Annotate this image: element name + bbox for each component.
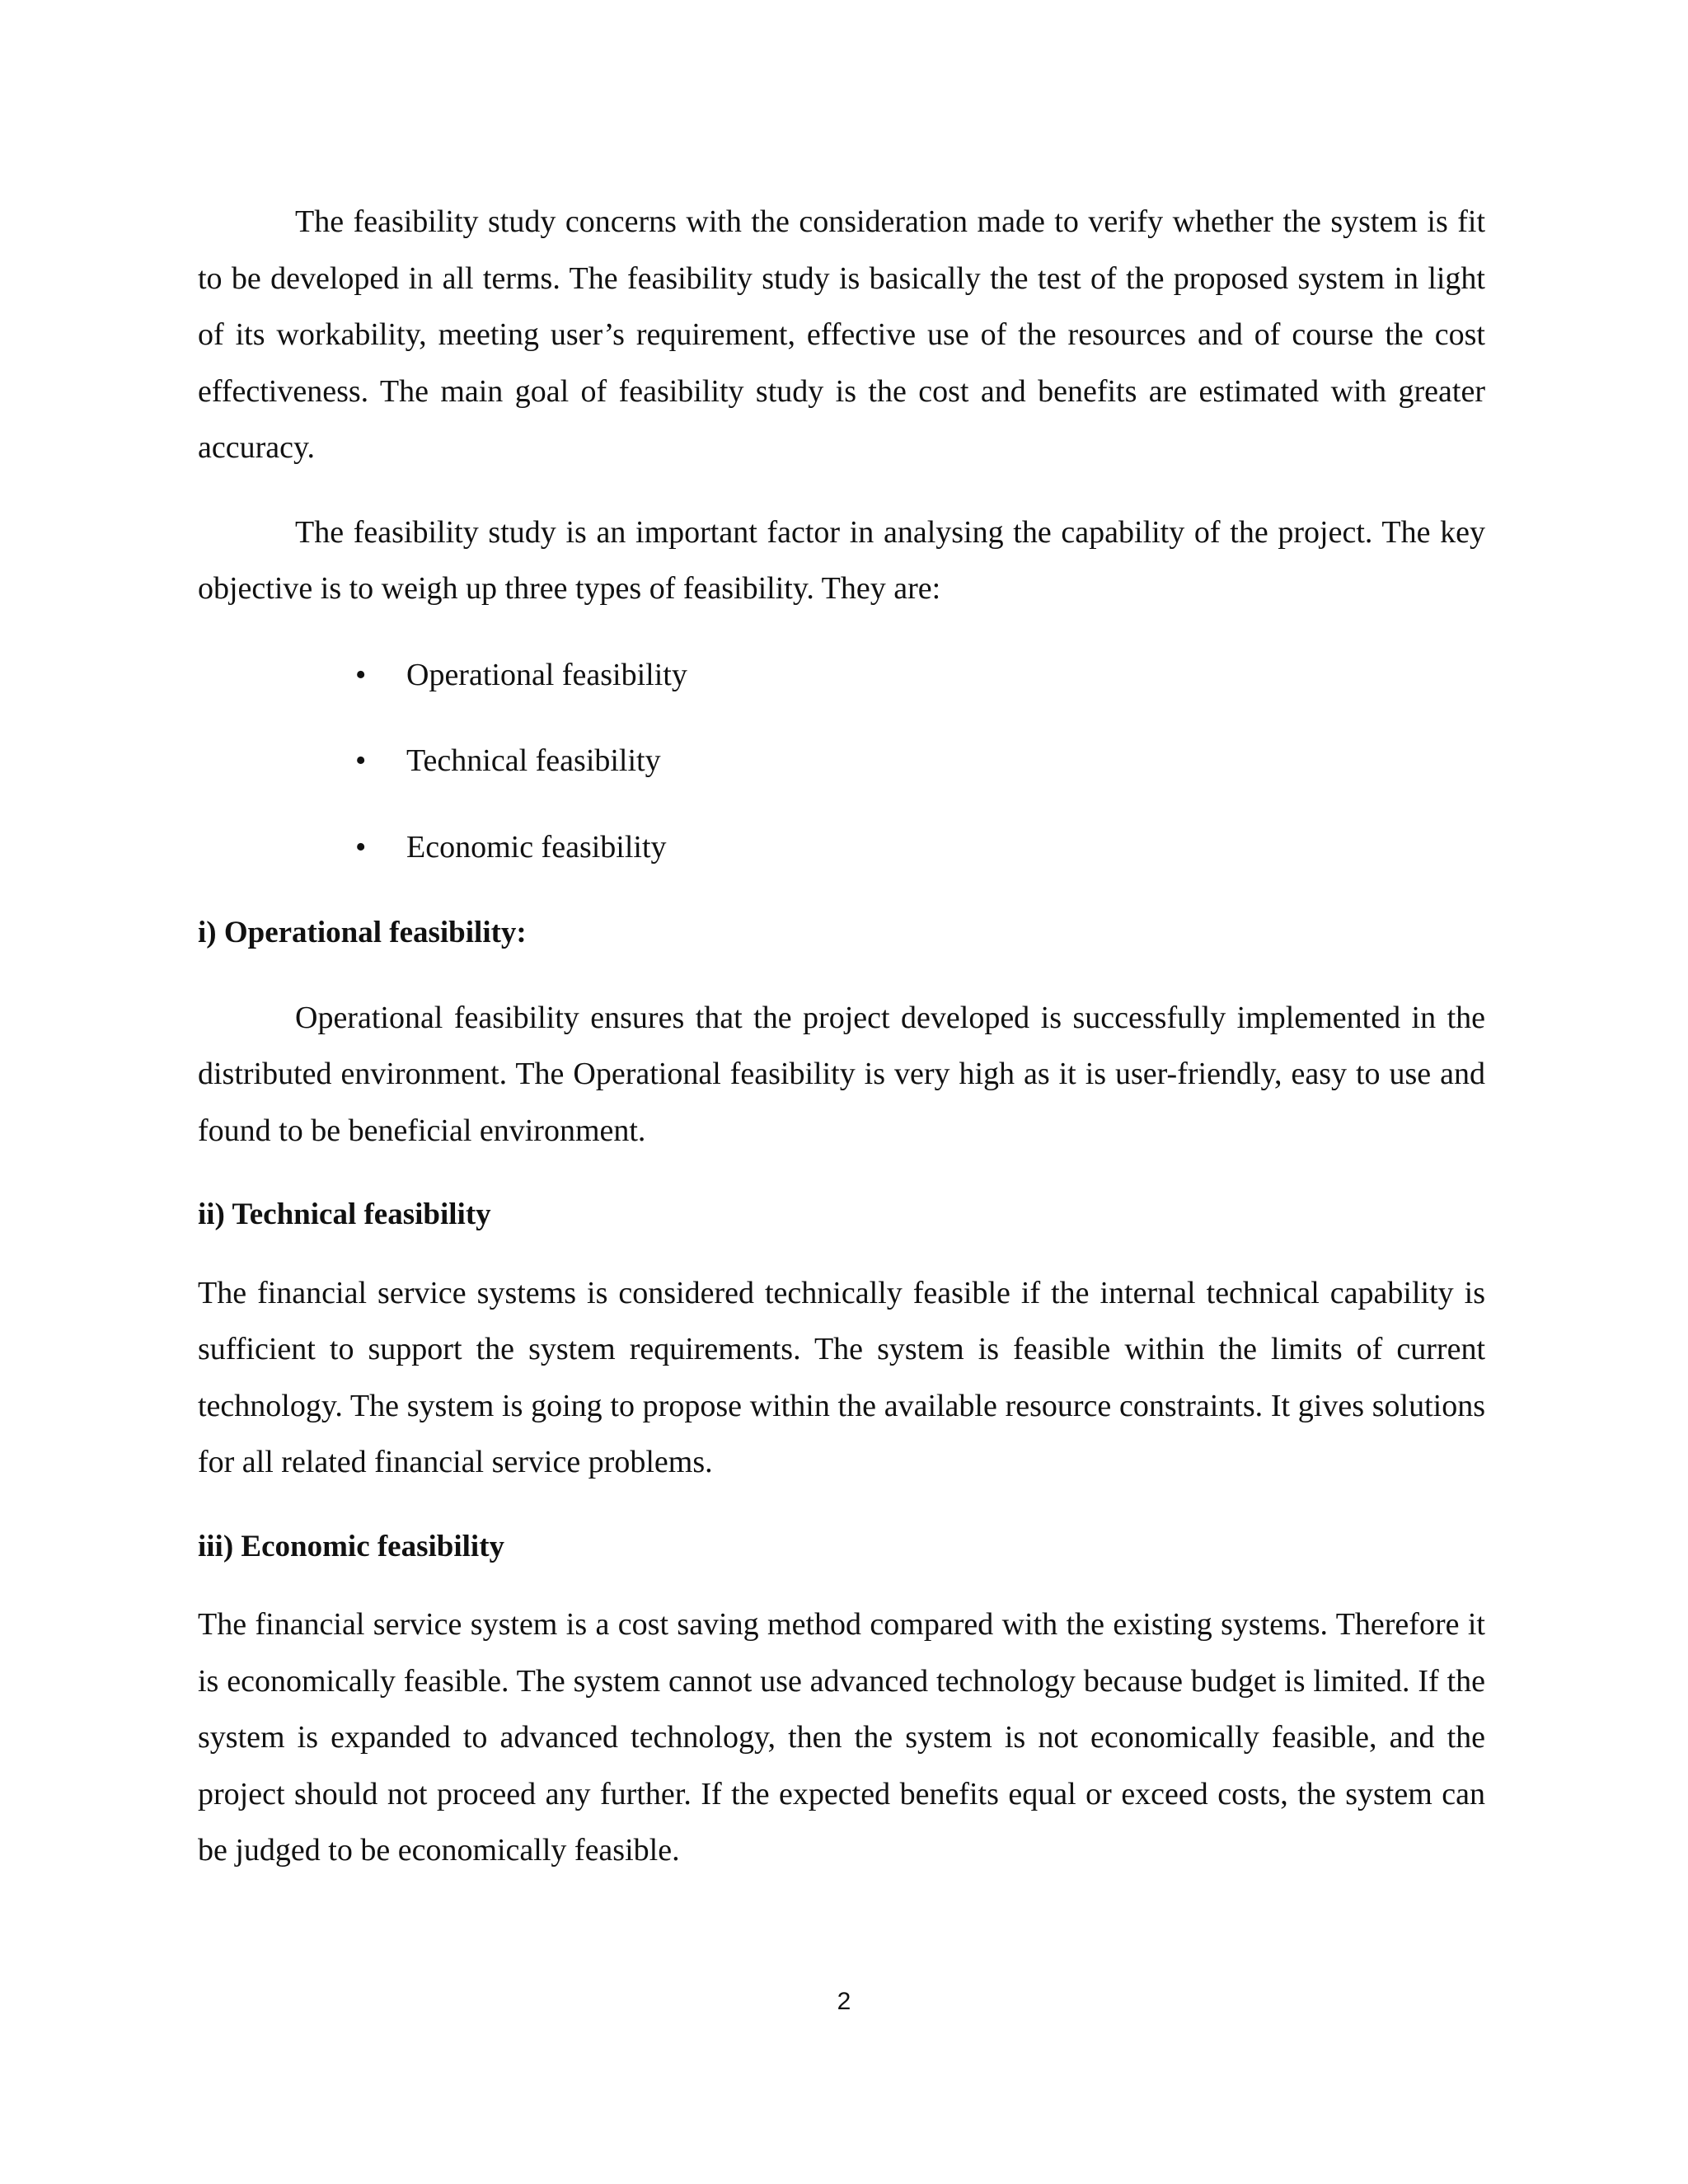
section-body-operational: Operational feasibility ensures that the project developed is successfully implemented in the distributed environment. The Operational feasibility is very high as it is user-friendly, easy to use and found to be beneficial environment. <box>198 1000 1485 1148</box>
bullet-icon: • <box>355 743 367 778</box>
bullet-icon: • <box>355 657 367 692</box>
section-heading-operational: i) Operational feasibility: <box>198 916 527 949</box>
list-item-text: Economic feasibility <box>406 829 667 865</box>
list-item <box>355 647 1485 704</box>
intro-paragraph-1: The feasibility study concerns with the consideration made to verify whether the system is fit to be developed in all terms. The feasibility study is basically the test of the proposed system in light of its workability, meeting user’s requirement, effective use of the resources and of course the cost effectiveness. The main goal of feasibility study is the cost and benefits are estimated with greater accuracy. <box>198 204 1485 465</box>
section-body-technical: The financial service systems is considered technically feasible if the internal technical capability is sufficient to support the system requirements. The system is feasible within the limits of current technology. The system is going to propose within the available resource constraints. It gives solutions for all related financial service problems. <box>198 1275 1485 1479</box>
list-item <box>355 733 1485 790</box>
page-number: 2 <box>837 1988 851 2015</box>
document-page <box>198 194 1485 1879</box>
intro-paragraph-2: The feasibility study is an important factor in analysing the capability of the project. The key objective is to weigh up three types of feasibility. They are: <box>198 514 1485 606</box>
list-item-text: Technical feasibility <box>406 743 661 778</box>
section-body-economic: The financial service system is a cost saving method compared with the existing systems. Therefore it is economically feasible. The system cannot use advanced technology because budget is limited. If the system is expanded to advanced technology, then the system is not economically feasible, and the project should not proceed any further. If the expected benefits equal or exceed costs, the system can be judged to be economically feasible. <box>198 1607 1485 1868</box>
section-heading-technical: ii) Technical feasibility <box>198 1197 491 1231</box>
list-item-text: Operational feasibility <box>406 657 687 692</box>
feasibility-types-list <box>198 647 1485 876</box>
list-item <box>355 819 1485 876</box>
bullet-icon: • <box>355 829 367 865</box>
section-heading-economic: iii) Economic feasibility <box>198 1529 505 1563</box>
